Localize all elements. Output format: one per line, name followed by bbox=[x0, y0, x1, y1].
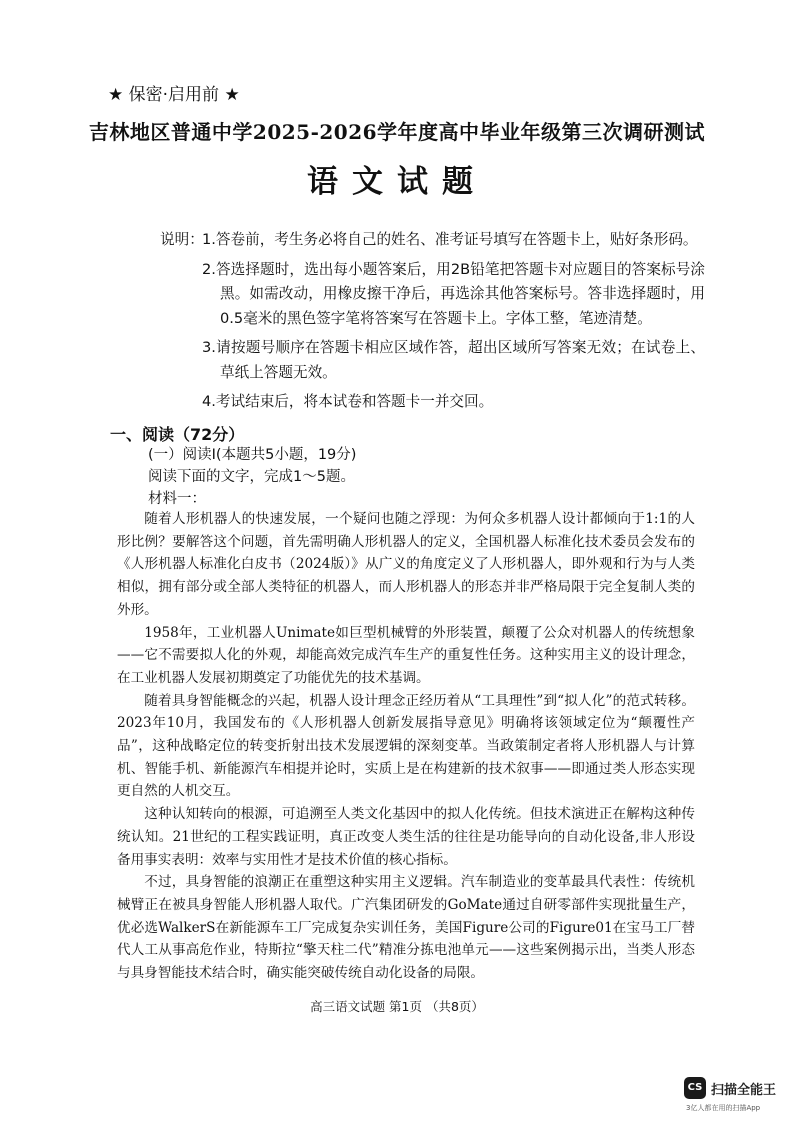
passage-paragraph-1: 随着人形机器人的快速发展，一个疑问也随之浮现：为何众多机器人设计都倾向于1:1的人形比例？要解答这个问题，首先需明确人形机器人的定义，全国机器人标准化技术委员会发布的《人形机器人标准化白皮书（2024版）》从广义的角度定义了人形机器人，即外观和行为与人类相似，拥有部分或全部人类特征的机器人，而人形机器人的形态并非严格局限于完全复制人类的外形。 bbox=[117, 511, 695, 618]
reading-instruction: 阅读下面的文字，完成1～5题。 bbox=[148, 469, 355, 485]
reading-subsection bbox=[148, 444, 356, 510]
instruction-item-4: 4.考试结束后，将本试卷和答题卡一并交回。 bbox=[202, 393, 494, 410]
confidential-mark: ★ 保密·启用前 ★ bbox=[108, 85, 240, 105]
material-label: 材料一： bbox=[148, 491, 206, 507]
instruction-item-1: 1.答卷前，考生务必将自己的姓名、准考证号填写在答题卡上，贴好条形码。 bbox=[202, 231, 698, 248]
watermark-tagline: 3亿人都在用的扫描App bbox=[686, 1104, 761, 1112]
instructions-label: 说明： bbox=[160, 231, 204, 248]
passage-paragraph-5: 不过，具身智能的浪潮正在重塑这种实用主义逻辑。汽车制造业的变革最具代表性：传统机械臂正在被具身智能人形机器人取代。广汽集团研发的GoMate通过自研零部件实现批量生产，优必选WalkerS在新能源车工厂完成复杂实训任务，美国Figure公司的Figure01在宝马工厂替代人工从事高危作业，特斯拉“擎天柱二代”精准分拣电池单元——这些案例揭示出，当类人形态与具身智能技术结合时，确实能突破传统自动化设备的局限。 bbox=[117, 874, 695, 982]
page-footer: 高三语文试题 第1页 （共8页） bbox=[310, 999, 484, 1014]
passage-paragraph-4: 这种认知转向的根源，可追溯至人类文化基因中的拟人化传统。但技术演进正在解构这种传统认知。21世纪的工程实践证明，真正改变人类生活的往往是功能导向的自动化设备,非人形设备用事实表明：效率与实用性才是技术价值的核心指标。 bbox=[117, 806, 695, 868]
instruction-item-2: 2.答选择题时，选出每小题答案后，用2B铅笔把答题卡对应题目的答案标号涂黑。如需改动，用橡皮擦干净后，再选涂其他答案标号。答非选择题时，用0.5毫米的黑色签字笔将答案写在答题卡上。字体工整，笔迹清楚。 bbox=[202, 260, 705, 327]
exam-title: 吉林地区普通中学2025-2026学年度高中毕业年级第三次调研测试 bbox=[88, 120, 706, 144]
scanner-watermark bbox=[684, 1075, 794, 1115]
instruction-item-3: 3.请按题号顺序在答题卡相应区域作答，超出区域所写答案无效；在试卷上、草纸上答题无效。 bbox=[202, 339, 705, 381]
passage-body bbox=[117, 508, 695, 985]
passage-paragraph-3: 随着具身智能概念的兴起，机器人设计理念正经历着从“工具理性”到“拟人化”的范式转移。2023年10月，我国发布的《人形机器人创新发展指导意见》明确将该领域定位为“颠覆性产品”，这种战略定位的转变折射出技术发展逻辑的深刻变革。当政策制定者将人形机器人与计算机、智能手机、新能源汽车相提并论时，实质上是在构建新的技术叙事——即通过类人形态实现更自然的人机交互。 bbox=[117, 692, 695, 800]
passage-paragraph-2: 1958年，工业机器人Unimate如巨型机械臂的外形装置，颠覆了公众对机器人的传统想象——它不需要拟人化的外观，却能高效完成汽车生产的重复性任务。这种实用主义的设计理念，在工业机器人发展初期奠定了功能优先的技术基调。 bbox=[117, 624, 695, 686]
instructions-block bbox=[160, 228, 705, 420]
section-heading: 一、阅读（72分） bbox=[110, 425, 245, 444]
subject-title: 语文试题 bbox=[307, 164, 487, 200]
watermark-app-name: 扫描全能王 bbox=[711, 1083, 777, 1098]
camscanner-logo-icon: CS bbox=[684, 1077, 706, 1099]
subsection-heading: (一）阅读Ⅰ(本题共5小题，19分) bbox=[148, 447, 357, 463]
